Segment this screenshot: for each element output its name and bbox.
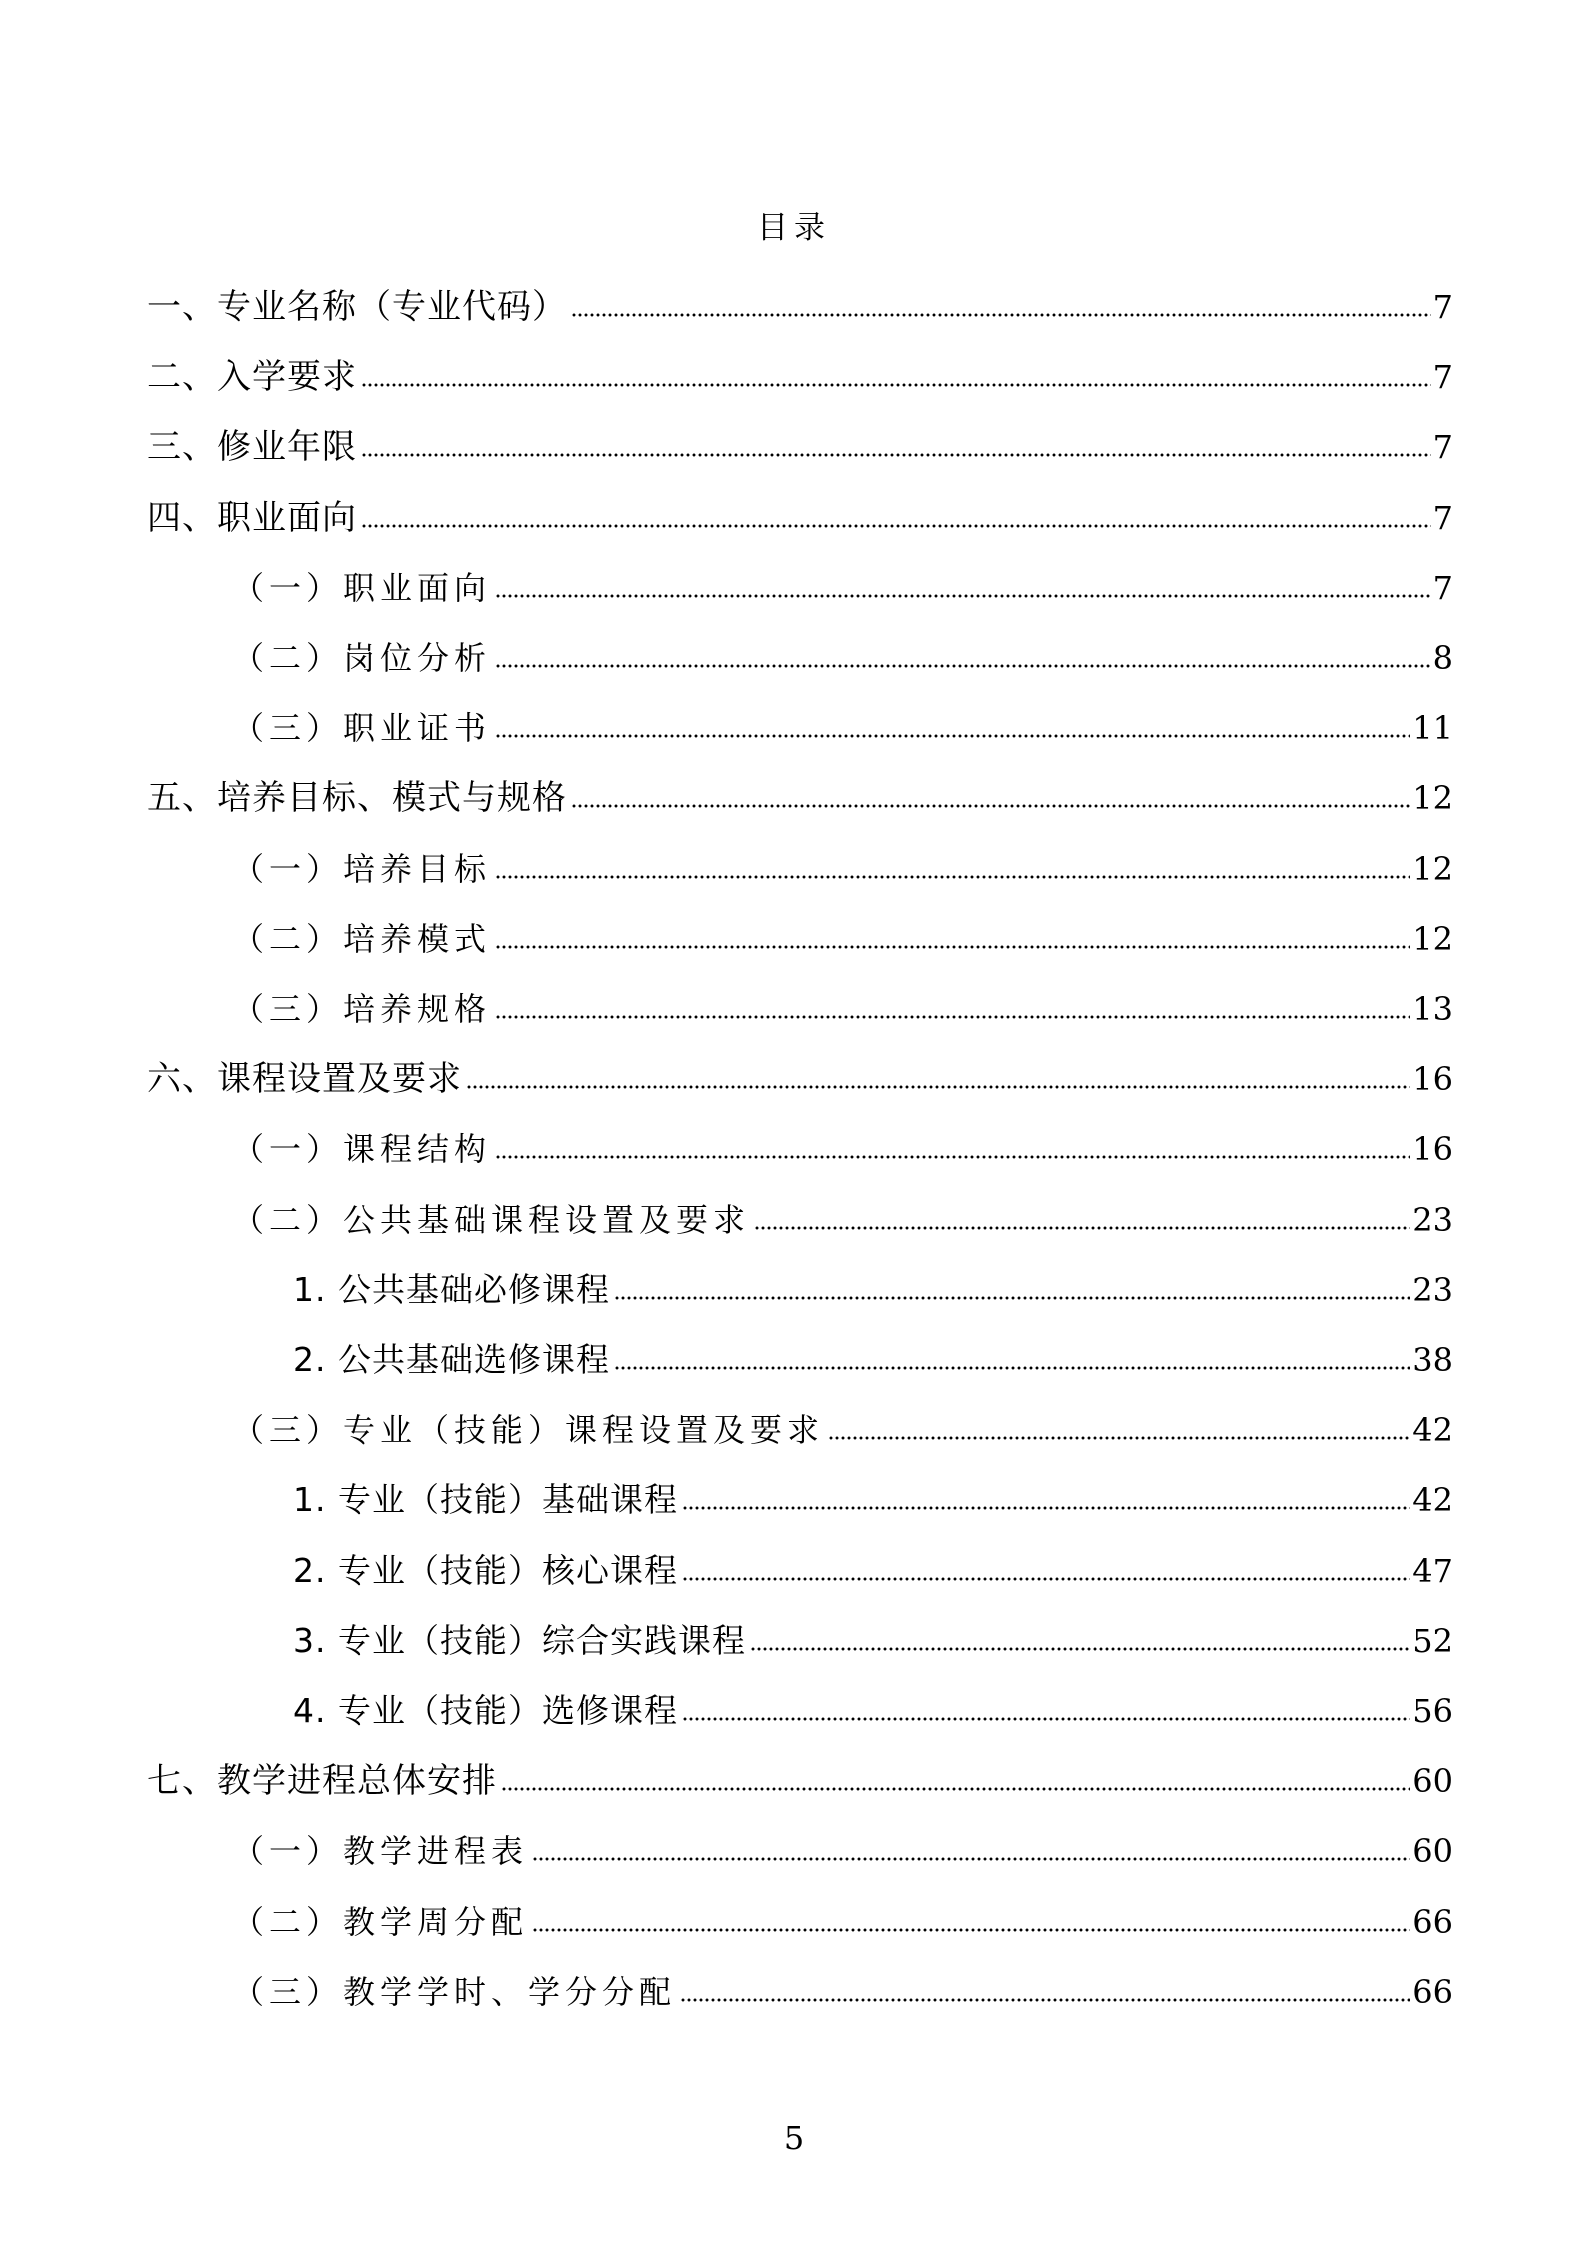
toc-page-number: 7 xyxy=(1432,569,1453,607)
toc-page-number: 16 xyxy=(1412,1060,1453,1098)
toc-entry-label: 3. 专业（技能）综合实践课程 xyxy=(293,1621,746,1660)
toc-dot-leader xyxy=(750,1646,1410,1652)
toc-page-number: 7 xyxy=(1432,428,1453,466)
toc-entry[interactable] xyxy=(232,980,1453,1030)
toc-dot-leader xyxy=(495,1154,1410,1160)
toc-page-number: 12 xyxy=(1412,779,1453,817)
toc-dot-leader xyxy=(614,1295,1410,1301)
toc-page-number: 13 xyxy=(1412,990,1453,1028)
toc-entry[interactable] xyxy=(232,1822,1453,1872)
toc-page-number: 66 xyxy=(1412,1973,1453,2011)
toc-entry[interactable] xyxy=(232,1963,1453,2013)
toc-page-number: 7 xyxy=(1432,288,1453,326)
toc-dot-leader xyxy=(682,1505,1410,1511)
toc-entry[interactable] xyxy=(147,1050,1453,1100)
toc-dot-leader xyxy=(495,874,1410,880)
toc-entry-label: 一、专业名称（专业代码） xyxy=(147,287,567,327)
toc-dot-leader xyxy=(532,1927,1410,1933)
toc-entry-label: 六、课程设置及要求 xyxy=(147,1059,462,1099)
toc-page-number: 16 xyxy=(1412,1130,1453,1168)
toc-entry-label: （三）专业（技能）课程设置及要求 xyxy=(232,1411,825,1449)
toc-entry[interactable] xyxy=(293,1471,1453,1521)
toc-page-number: 42 xyxy=(1412,1411,1453,1449)
toc-entry[interactable] xyxy=(147,418,1453,468)
toc-entry[interactable] xyxy=(147,278,1453,328)
toc-entry-label: 1. 专业（技能）基础课程 xyxy=(293,1480,678,1519)
toc-dot-leader xyxy=(361,523,1431,529)
toc-page-number: 38 xyxy=(1412,1341,1453,1379)
toc-dot-leader xyxy=(495,663,1431,669)
toc-page-number: 60 xyxy=(1412,1762,1453,1800)
toc-entry[interactable] xyxy=(147,348,1453,398)
toc-entry[interactable] xyxy=(293,1682,1453,1732)
toc-dot-leader xyxy=(361,382,1431,388)
toc-entry[interactable] xyxy=(232,1120,1453,1170)
toc-entry-label: 1. 公共基础必修课程 xyxy=(293,1270,610,1309)
toc-page-number: 66 xyxy=(1412,1903,1453,1941)
toc-page-number: 23 xyxy=(1412,1271,1453,1309)
toc-dot-leader xyxy=(614,1365,1410,1371)
toc-entry[interactable] xyxy=(232,559,1453,609)
toc-dot-leader xyxy=(495,1014,1410,1020)
toc-entry[interactable] xyxy=(232,629,1453,679)
toc-entry[interactable] xyxy=(232,1191,1453,1241)
toc-entry-label: 三、修业年限 xyxy=(147,427,357,467)
toc-page-number: 42 xyxy=(1412,1481,1453,1519)
toc-entry-label: （一）课程结构 xyxy=(232,1130,492,1168)
toc-entry-label: 二、入学要求 xyxy=(147,357,357,397)
toc-page-number: 47 xyxy=(1412,1552,1453,1590)
toc-entry-label: （二）公共基础课程设置及要求 xyxy=(232,1201,751,1239)
toc-entry-label: 2. 公共基础选修课程 xyxy=(293,1340,610,1379)
toc-entry[interactable] xyxy=(147,489,1453,539)
toc-dot-leader xyxy=(680,1997,1410,2003)
toc-dot-leader xyxy=(466,1084,1410,1090)
toc-entry-label: （三）职业证书 xyxy=(232,709,492,747)
toc-page-number: 7 xyxy=(1432,499,1453,537)
footer-page-number: 5 xyxy=(783,2119,805,2157)
toc-dot-leader xyxy=(682,1716,1410,1722)
toc-entry-label: （三）培养规格 xyxy=(232,990,492,1028)
toc-dot-leader xyxy=(754,1225,1410,1231)
toc-entry[interactable] xyxy=(232,1893,1453,1943)
toc-entry[interactable] xyxy=(147,769,1453,819)
toc-dot-leader xyxy=(571,312,1431,318)
toc-entry[interactable] xyxy=(232,1401,1453,1451)
toc-dot-leader xyxy=(682,1576,1410,1582)
toc-entry-label: （二）培养模式 xyxy=(232,920,492,958)
toc-entry[interactable] xyxy=(293,1331,1453,1381)
toc-dot-leader xyxy=(501,1786,1410,1792)
toc-page-number: 56 xyxy=(1412,1692,1453,1730)
toc-page-number: 52 xyxy=(1412,1622,1453,1660)
toc-page-number: 12 xyxy=(1412,920,1453,958)
toc-entry-label: 2. 专业（技能）核心课程 xyxy=(293,1551,678,1590)
toc-entry-label: （一）职业面向 xyxy=(232,569,492,607)
toc-page-number: 12 xyxy=(1412,850,1453,888)
toc-page-number: 23 xyxy=(1412,1201,1453,1239)
toc-entry-label: 七、教学进程总体安排 xyxy=(147,1761,497,1801)
toc-dot-leader xyxy=(495,944,1410,950)
toc-entry-label: （一）培养目标 xyxy=(232,850,492,888)
toc-entry-label: （一）教学进程表 xyxy=(232,1832,529,1870)
toc-entry-label: 四、职业面向 xyxy=(147,498,357,538)
toc-dot-leader xyxy=(495,593,1431,599)
toc-page-number: 60 xyxy=(1412,1832,1453,1870)
toc-entry[interactable] xyxy=(232,910,1453,960)
toc-page-number: 7 xyxy=(1432,358,1453,396)
toc-dot-leader xyxy=(361,452,1431,458)
toc-page-number: 8 xyxy=(1432,639,1453,677)
toc-entry[interactable] xyxy=(293,1261,1453,1311)
toc-entry[interactable] xyxy=(147,1752,1453,1802)
toc-entry-label: （二）岗位分析 xyxy=(232,639,492,677)
toc-entry-label: （二）教学周分配 xyxy=(232,1903,529,1941)
toc-entry[interactable] xyxy=(293,1542,1453,1592)
toc-dot-leader xyxy=(495,733,1410,739)
toc-entry[interactable] xyxy=(232,840,1453,890)
toc-entry-label: 4. 专业（技能）选修课程 xyxy=(293,1691,678,1730)
toc-dot-leader xyxy=(828,1435,1410,1441)
toc-entry-label: （三）教学学时、学分分配 xyxy=(232,1973,677,2011)
toc-entry-label: 五、培养目标、模式与规格 xyxy=(147,778,567,818)
toc-page-number: 11 xyxy=(1412,709,1453,747)
toc-dot-leader xyxy=(532,1856,1410,1862)
toc-dot-leader xyxy=(571,803,1410,809)
toc-entry[interactable] xyxy=(232,699,1453,749)
toc-entry[interactable] xyxy=(293,1612,1453,1662)
toc-title: 目录 xyxy=(757,210,831,246)
